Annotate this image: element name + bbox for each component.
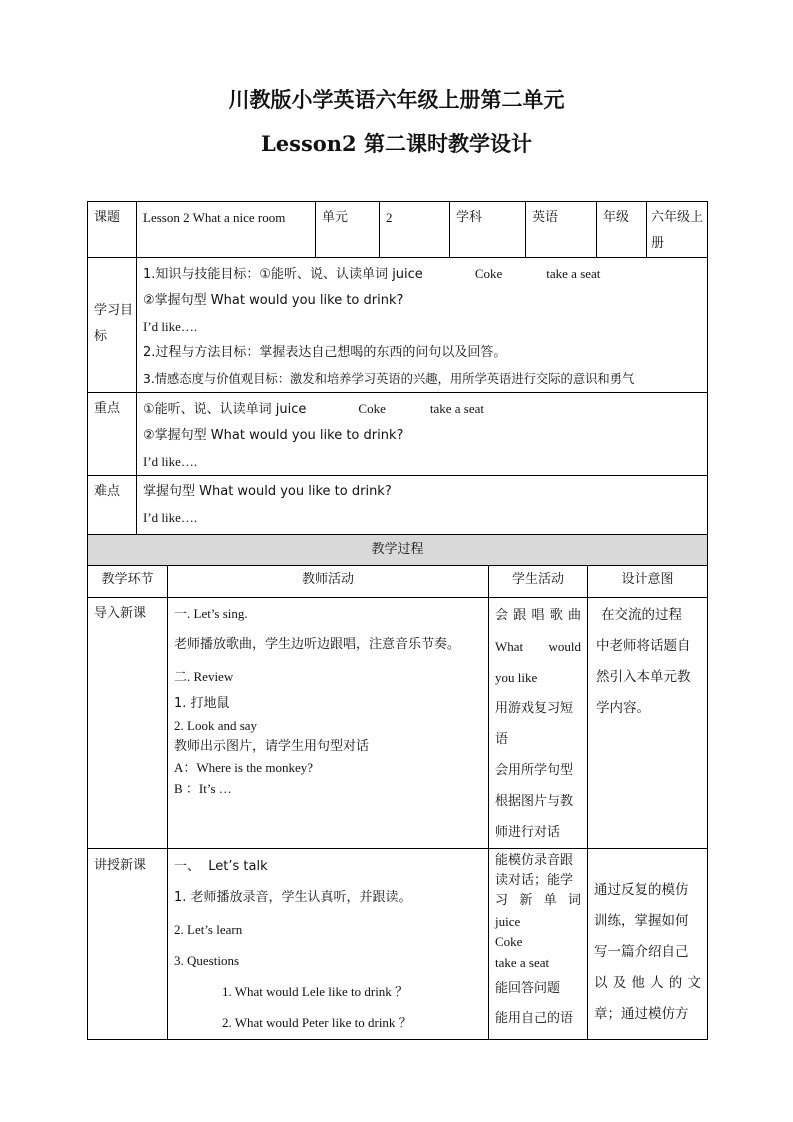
teacher-activity-new: 一、 Let’s talk 1. 老师播放录音，学生认真听，并跟读。 2. Let’s learn 3. Questions 1. What would Lele like to drink ？ 2. What would Peter like to drink ？ [168,849,489,1040]
process-row-new [88,849,708,1040]
unit-value: 2 [380,202,450,258]
grade-label: 年级 [597,202,647,258]
student-activity-intro: 会跟唱歌曲 What would you like 用游戏复习短 语 会用所学句型 根据图片与教 师进行对话 [489,598,588,849]
document-subtitle: Lesson2 第二课时教学设计 [261,131,532,156]
design-intent-intro: 在交流的过程 中老师将话题自 然引入本单元教 学内容。 [588,598,708,849]
goals-line-4: 2.过程与方法目标：掌握表达自己想喝的东西的问句以及回答。 [143,345,507,360]
student-activity-new: 能模仿录音跟 读对话；能学 习 新 单 词 juice Coke take a seat 能回答问题 能用自己的语 [489,849,588,1040]
process-header-row [88,566,708,598]
stage-new: 讲授新课 [88,849,168,1040]
stage-intro: 导入新课 [88,598,168,849]
key-points-line-2: ②掌握句型 What would you like to drink? [143,428,404,443]
key-points-row [88,393,708,476]
header-teacher: 教师活动 [168,566,489,598]
goals-label: 学习目标 [88,258,137,393]
goals-line-1: 1.知识与技能目标：①能听、说、认读单词 juice Coke take a seat [143,266,601,282]
unit-label: 单元 [316,202,380,258]
header-stage: 教学环节 [88,566,168,598]
process-row-intro [88,598,708,849]
grade-value: 六年级上册 [647,202,708,258]
goals-content [137,258,708,393]
goals-line-2: ②掌握句型 What would you like to drink? [143,293,404,308]
design-intent-new: 通过反复的模仿 训练，掌握如何 写一篇介绍自己 以 及 他 人 的 文 章；通过模仿方 [588,849,708,1040]
key-points-content [137,393,708,476]
info-row [88,202,708,258]
topic-value: Lesson 2 What a nice room [137,202,316,258]
difficulties-line-1: 掌握句型 What would you like to drink? [143,484,392,499]
header-intent: 设计意图 [588,566,708,598]
header-student: 学生活动 [489,566,588,598]
document-title: 川教版小学英语六年级上册第二单元 [228,87,565,112]
teacher-activity-intro: 一. Let’s sing. 老师播放歌曲，学生边听边跟唱，注意音乐节奏。 二. Review 1. 打地鼠 2. Look and say 教师出示图片，请学生用句型对话 A：Where is the monkey? B ：It’s … [168,598,489,849]
goals-line-3: I’d like…. [143,319,198,334]
key-points-label: 重点 [88,393,137,476]
key-points-line-3: I’d like…. [143,454,198,469]
difficulties-label: 难点 [88,476,137,558]
topic-label: 课题 [88,202,137,258]
subject-label: 学科 [450,202,526,258]
lesson-info-table [87,201,708,558]
goals-line-5: 3.情感态度与价值观目标：激发和培养学习英语的兴趣，用所学英语进行交际的意识和勇气 [143,372,635,386]
difficulties-line-2: I’d like…. [143,510,198,525]
process-title-row [88,535,708,566]
teaching-process-table [87,534,708,1040]
process-title: 教学过程 [88,535,708,566]
subject-value: 英语 [526,202,597,258]
key-points-line-1: ①能听、说、认读单词 juice Coke take a seat [143,401,484,417]
goals-row [88,258,708,393]
